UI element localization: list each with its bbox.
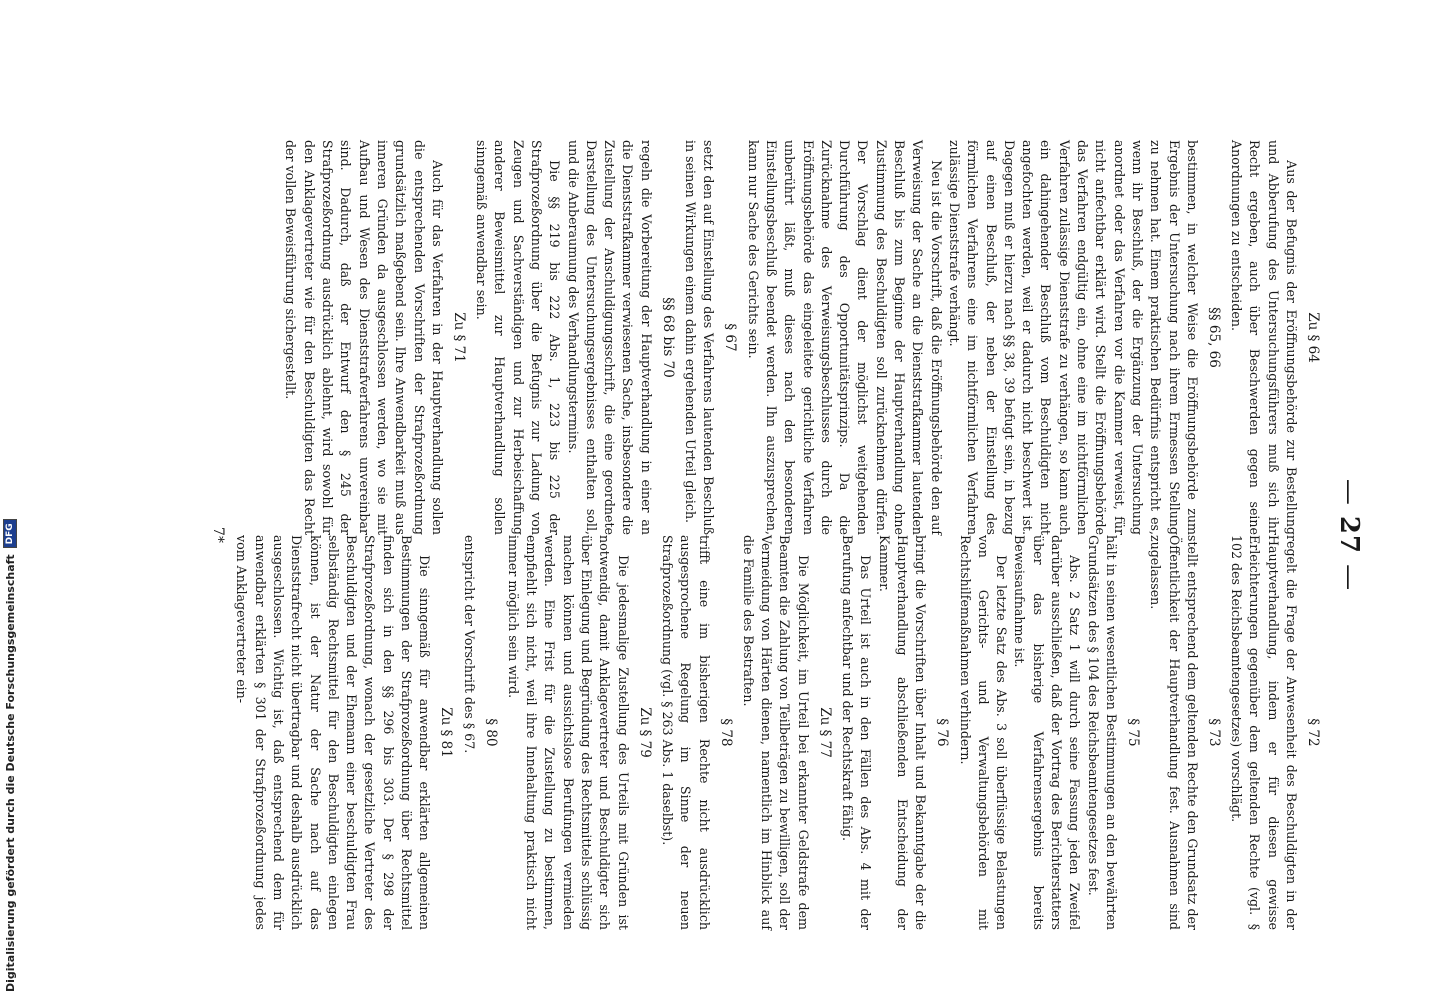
dash-left: — [1334, 478, 1364, 506]
page-marker: 7* [210, 527, 227, 543]
right-paragraph: Die jedesmalige Zustellung des Urteils mit Gründen ist notwendig, damit Anklagevertreter und Beschuldigter sich über Einlegung und Begründung des Rechtsmittels schlüssig machen können und aussichtslose Berufungen vermieden werden. Eine Frist für die Zustellung zu bestimmen, empfiehlt sich nicht, weil ihre Innehaltung praktisch nicht immer möglich sein wird. [505, 535, 631, 930]
right-section-heading: § 76 [934, 718, 951, 747]
left-column [232, 140, 1326, 535]
left-section-heading: Zu § 71 [450, 312, 467, 363]
right-section-heading: Zu § 79 [636, 707, 653, 758]
left-section-heading: §§ 68 bis 70 [659, 297, 676, 378]
right-paragraph: bringt die Vorschriften über Inhalt und Bekanntgabe der die Hauptverhandlung abschließenden Entscheidung der Kammer. [876, 535, 929, 930]
right-paragraph: Abs. 2 Satz 1 will durch seine Fassung jeden Zweifel darüber ausschließen, daß der Vortrag des Berichterstatters über das bisherige Verfahrensergebnis bereits Beweisaufnahme ist. [1012, 535, 1083, 930]
left-section-heading: Zu § 64 [1305, 312, 1321, 363]
right-paragraph: Das Urteil ist auch in den Fällen des Abs. 4 mit der Berufung anfechtbar und der Rechtskraft fähig. [840, 535, 874, 930]
dash-right: — [1334, 564, 1364, 592]
right-section-heading: § 73 [1205, 718, 1222, 747]
right-section-heading: Zu § 81 [438, 707, 455, 758]
right-paragraph: stellt entsprechend dem geltenden Rechte den Grundsatz der Öffentlichkeit der Hauptverhandlung fest. Ausnahmen sind zugelassen. [1148, 535, 1200, 930]
right-paragraph: Die Möglichkeit, im Urteil bei erkannter Geldstrafe dem Beamten die Zahlung von Teilbeträgen zu bewilligen, soll der Vermeidung von Härten dienen, namentlich im Hinblick auf die Familie des Bestraften. [740, 535, 811, 930]
right-paragraph: Der letzte Satz des Abs. 3 soll überflüssige Belastungen von Gerichts- und Verwaltungsbehörden mit Rechtshilfemaßnahmen verhindern. [957, 535, 1010, 930]
page-number: 27 [1334, 515, 1364, 555]
left-paragraph: regeln die Vorbereitung der Hauptverhandlung in einer an die Dienststrafkammer verwiesenen Sache, insbesondere die Zustellung der Anschuldigungsschrift, die eine geordnete Darstellung des Untersuchungsergebnisses enthalten soll, und die Anberaumung des Verhandlungstermins. [565, 140, 654, 535]
right-column [232, 535, 1326, 930]
right-paragraph: regelt die Frage der Anwesenheit des Beschuldigten in der Hauptverhandlung, indem er für diesen gewisse Erleichterungen gegenüber dem geltenden Rechte (vgl. § 102 des Reichsbeamtengesetzes) vorschlägt. [1229, 535, 1299, 930]
right-section-heading: § 78 [717, 718, 734, 747]
left-paragraph: setzt den auf Einstellung des Verfahrens lautenden Beschluß in seinen Wirkungen einem dahin ergehenden Urteil gleich. [683, 140, 717, 535]
right-paragraph: Die sinngemäß für anwendbar erklärten allgemeinen Bestimmungen der Strafprozeßordnung über Rechtsmittel finden sich in den §§ 296 bis 303. Der § 298 der Strafprozeßordnung, wonach der gesetzliche Vertreter des Beschuldigten und der Ehemann einer beschuldigten Frau selbständig Rechtsmittel für den Beschuldigten einlegen können, ist der Natur der Sache nach auf das Dienststrafrecht nicht übertragbar und deshalb ausdrücklich ausgeschlossen. Wichtig ist, daß entsprechend dem für anwendbar erklärten § 301 der Strafprozeßordnung jedes vom Anklagevertreter ein- [234, 535, 433, 930]
credit-text: Digitalisierung gefördert durch die Deutsche Forschungsgemeinschaft [3, 554, 17, 992]
left-paragraph: bestimmen, in welcher Weise die Eröffnungsbehörde zum Ergebnis der Untersuchung nach ihrem Ermessen Stellung zu nehmen hat. Einem praktischen Bedürfnis entspricht es, wenn ihr Beschluß, der die Ergänzung der Untersuchung anordnet oder das Verfahren vor die Kammer verweist, für nicht anfechtbar erklärt wird. Stellt die Eröffnungsbehörde das Verfahren endgültig ein, ohne eine im nichtförmlichen Verfahren zulässige Dienststrafe zu verhängen, so kann auch ein dahingehender Beschluß vom Beschuldigten nicht angefochten werden, weil er dadurch nicht beschwert ist. Dagegen muß er hierzu nach §§ 38, 39 befugt sein, in bezug auf einen Beschluß, der neben der Einstellung des förmlichen Verfahrens eine im nichtförmlichen Verfahren zulässige Dienststrafe verhängt. [946, 140, 1200, 535]
left-section-heading: §§ 65, 66 [1205, 307, 1222, 368]
left-section-heading: § 67 [722, 323, 739, 352]
right-section-heading: Zu § 77 [816, 707, 833, 758]
right-section-heading: § 80 [482, 718, 499, 747]
right-section-heading: § 72 [1305, 718, 1321, 747]
left-paragraph: Neu ist die Vorschrift, daß die Eröffnungsbehörde den auf Verweisung der Sache an die Dienststrafkammer lautenden Beschluß bis zum Beginne der Hauptverhandlung ohne Zustimmung des Beschuldigten soll zurücknehmen dürfen. Der Vorschlag dient der möglichst weitgehenden Durchführung des Opportunitätsprinzips. Da die Zurücknahme des Verweisungsbeschlusses durch die Eröffnungsbehörde das eingeleitete gerichtliche Verfahren unberührt läßt, muß dieses nach den besonderen Einstellungsbeschluß beendet werden. Ihn auszusprechen, kann nur Sache des Gerichts sein. [745, 140, 944, 535]
left-paragraph: Die §§ 219 bis 222 Abs. 1, 223 bis 225 der Strafprozeßordnung über die Befugnis zur Ladung von Zeugen und Sachverständigen und zur Herbeischaffung anderer Beweismittel zur Hauptverhandlung sollen sinngemäß anwendbar sein. [474, 140, 563, 535]
text-columns [232, 140, 1326, 930]
left-paragraph: Auch für das Verfahren in der Hauptverhandlung sollen die entsprechenden Vorschriften der Strafprozeßordnung grundsätzlich maßgebend sein. Ihre Anwendbarkeit muß aus inneren Gründen da ausgeschlossen werden, wo sie mit Aufbau und Wesen des Dienststrafverfahrens unvereinbar sind. Dadurch, daß der Entwurf den § 245 der Strafprozeßordnung ausdrücklich ablehnt, wird sowohl für den Anklagevertreter wie für den Beschuldigten das Recht der vollen Beweisführung sichergestellt. [283, 140, 445, 535]
page-number-line [1334, 140, 1364, 930]
right-paragraph: trifft eine im bisherigen Rechte nicht ausdrücklich ausgesprochene Regelung im Sinne der neuen Strafprozeßordnung (vgl. § 263 Abs. 1 daselbst). [659, 535, 712, 930]
dfg-logo: DFG [3, 519, 17, 548]
right-section-heading: § 75 [1124, 718, 1141, 747]
left-paragraph: Aus der Befugnis der Eröffnungsbehörde zur Bestellung und Abberufung des Untersuchungsführers muß sich ihr Recht ergeben, auch über Beschwerden gegen seine Anordnungen zu entscheiden. [1229, 140, 1299, 535]
right-paragraph: entspricht der Vorschrift des § 67. [461, 535, 477, 754]
right-paragraph: hält in seinen wesentlichen Bestimmungen an den bewährten Grundsätzen des § 104 des Reichsbeamtengesetzes fest. [1085, 535, 1119, 930]
digitization-credit [0, 100, 20, 1000]
